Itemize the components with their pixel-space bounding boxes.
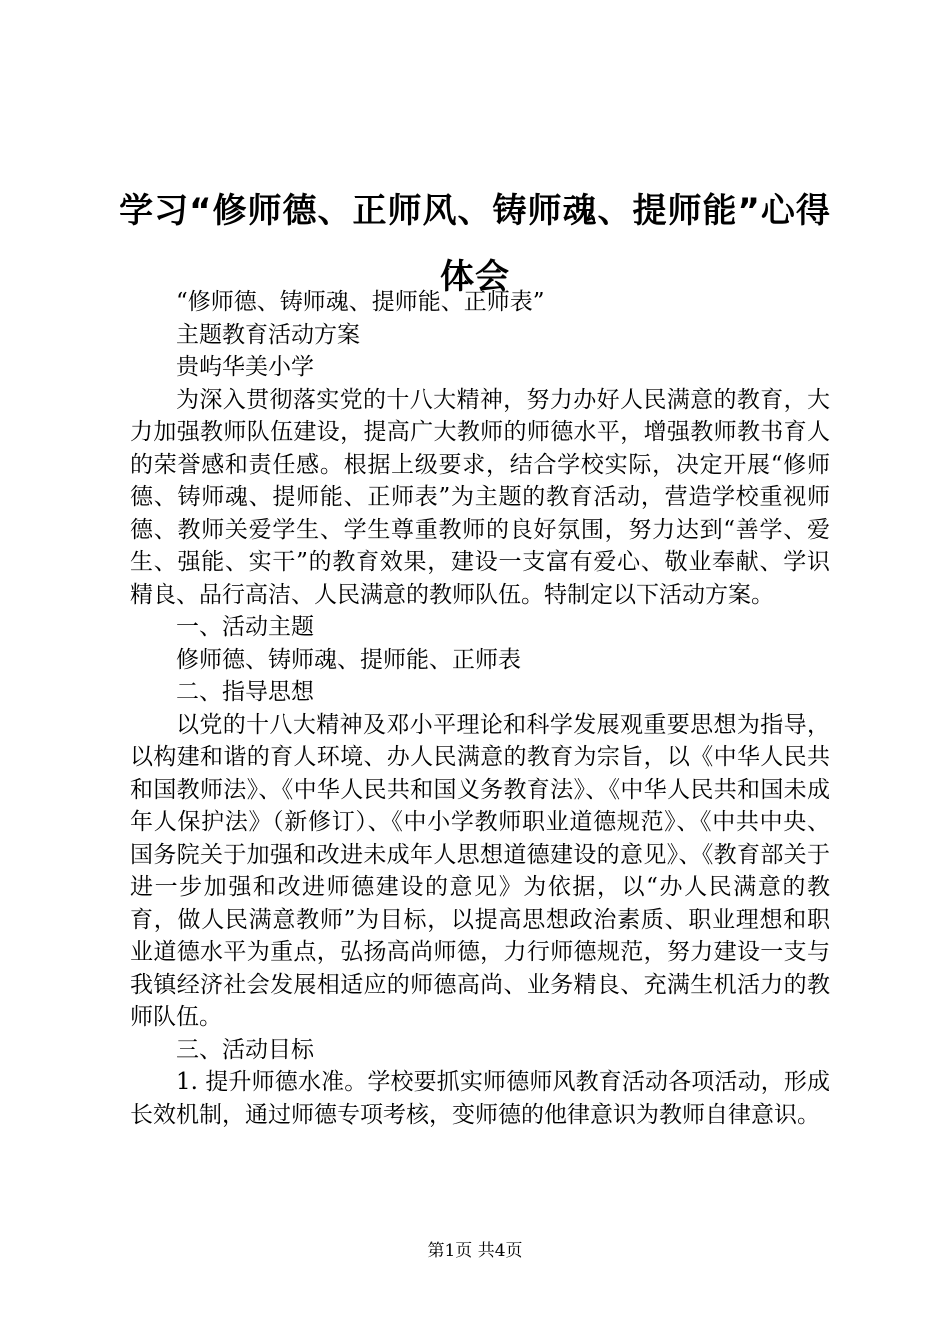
- paragraph-intro: 为深入贯彻落实党的十八大精神，努力办好人民满意的教育，大力加强教师队伍建设，提高广大教师的师德水平，增强教师教书育人的荣誉感和责任感。根据上级要求，结合学校实际，决定开展“修师德、铸师魂、提师能、正师表”为主题的教育活动，营造学校重视师德、教师关爱学生、学生尊重教师的良好氛围，努力达到“善学、爱生、强能、实干”的教育效果，建设一支富有爱心、敬业奉献、学识精良、品行高洁、人民满意的教师队伍。特制定以下活动方案。: [130, 386, 830, 608]
- paragraph-subtitle-plan: 主题教育活动方案: [176, 321, 360, 348]
- paragraph-goal-1: 1. 提升师德水准。学校要抓实师德师风教育活动各项活动，形成长效机制，通过师德专项考核，变师德的他律意识为教师自律意识。: [130, 1069, 830, 1128]
- section-heading-goals: 三、活动目标: [176, 1036, 314, 1063]
- document-title: 学习“修师德、正师风、铸师魂、提师能”心得体会: [119, 191, 831, 297]
- paragraph-guidance: 以党的十八大精神及邓小平理论和科学发展观重要思想为指导，以构建和谐的育人环境、办人民满意的教育为宗旨，以《中华人民共和国教师法》、《中华人民共和国义务教育法》、《中华人民共和国未成年人保护法》（新修订）、《中小学教师职业道德规范》、《中共中央、国务院关于加强和改进未成年人思想道德建设的意见》、《教育部关于进一步加强和改进师德建设的意见》为依据，以“办人民满意的教育，做人民满意教师”为目标，以提高思想政治素质、职业理想和职业道德水平为重点，弘扬高尚师德，力行师德规范，努力建设一支与我镇经济社会发展相适应的师德高尚、业务精良、充满生机活力的教师队伍。: [130, 711, 830, 1030]
- paragraph-school-name: 贵屿华美小学: [176, 354, 314, 380]
- document-body: [130, 286, 830, 1131]
- page-footer: 第1页 共4页: [427, 1241, 523, 1261]
- section-heading-theme: 一、活动主题: [176, 614, 314, 640]
- paragraph-theme: 修师德、铸师魂、提师能、正师表: [176, 646, 521, 673]
- section-heading-guidance: 二、指导思想: [176, 679, 314, 705]
- paragraph-subtitle-quote: “修师德、铸师魂、提师能、正师表”: [176, 289, 545, 315]
